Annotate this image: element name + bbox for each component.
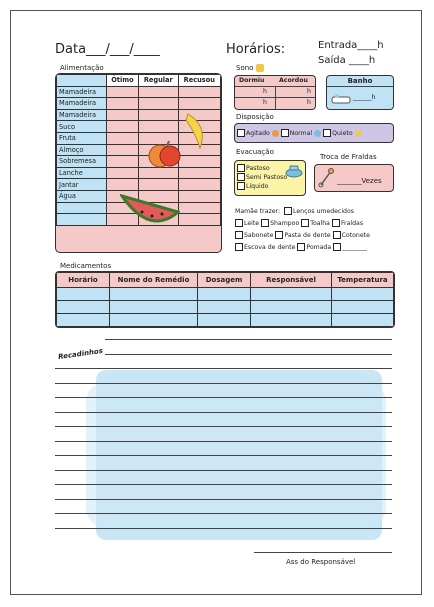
bathtub-icon xyxy=(331,90,351,109)
liquido-option[interactable]: Líquido xyxy=(237,182,287,191)
quieto-checkbox[interactable] xyxy=(323,129,331,137)
banho-title: Banho xyxy=(347,77,373,85)
note-line[interactable] xyxy=(55,470,392,471)
med-row[interactable] xyxy=(57,314,394,327)
note-line[interactable] xyxy=(55,426,392,427)
alimentacao-cell[interactable] xyxy=(107,98,139,110)
sono-box xyxy=(234,75,316,110)
alimentacao-row-label: Almoço xyxy=(57,144,107,156)
note-line[interactable] xyxy=(55,397,392,398)
note-line[interactable] xyxy=(105,339,392,340)
alimentacao-cell[interactable] xyxy=(178,214,220,226)
sono-h1[interactable]: h xyxy=(263,88,267,95)
alimentacao-cell[interactable] xyxy=(139,179,179,191)
alimentacao-cell[interactable] xyxy=(107,86,139,98)
alimentacao-row-label: Fruta xyxy=(57,132,107,144)
note-line[interactable] xyxy=(55,383,392,384)
alimentacao-row-label: Suco xyxy=(57,121,107,133)
alimentacao-row-label: Mamadeira xyxy=(57,109,107,121)
evacuacao-title: Evacuação xyxy=(236,148,274,156)
saida-field[interactable]: Saída ____h xyxy=(318,55,376,66)
fraldas-field[interactable]: _______Vezes xyxy=(337,177,382,185)
clock-icon xyxy=(256,64,264,72)
pastoso-option[interactable]: Pastoso xyxy=(237,164,287,173)
item-escova[interactable]: Escova de dente xyxy=(235,244,295,251)
normal-face-icon xyxy=(314,130,321,137)
alimentacao-cell[interactable] xyxy=(107,144,139,156)
note-line[interactable] xyxy=(55,528,392,529)
sono-title: Sono xyxy=(236,64,264,72)
note-line[interactable] xyxy=(55,368,392,369)
note-line[interactable] xyxy=(55,513,392,514)
sono-h4[interactable]: h xyxy=(307,99,311,106)
alimentacao-row[interactable] xyxy=(57,167,221,179)
alimentacao-cell[interactable] xyxy=(178,167,220,179)
alimentacao-row[interactable] xyxy=(57,179,221,191)
col-dosagem: Dosagem xyxy=(198,273,251,288)
semi-pastoso-option[interactable]: Semi Pastoso xyxy=(237,173,287,182)
alimentacao-row[interactable] xyxy=(57,156,221,168)
alimentacao-cell[interactable] xyxy=(107,109,139,121)
safety-pin-icon xyxy=(318,168,334,192)
apple-orange-icon xyxy=(148,140,182,174)
quieto-option[interactable]: Quieto xyxy=(323,130,353,137)
note-line[interactable] xyxy=(55,455,392,456)
watermelon-icon xyxy=(120,190,180,234)
alimentacao-row-label: Jantar xyxy=(57,179,107,191)
col-nome-remedio: Nome do Remédio xyxy=(110,273,198,288)
col-regular: Regular xyxy=(139,75,179,87)
alimentacao-row[interactable] xyxy=(57,98,221,110)
alimentacao-cell[interactable] xyxy=(107,156,139,168)
note-line[interactable] xyxy=(105,354,392,355)
col-responsavel: Responsável xyxy=(251,273,332,288)
semi-pastoso-checkbox[interactable] xyxy=(237,173,245,181)
recadinhos-title: Recadinhos xyxy=(57,346,104,362)
sono-h2[interactable]: h xyxy=(307,88,311,95)
banana-icon xyxy=(180,112,210,156)
alimentacao-row-label: Mamadeira xyxy=(57,86,107,98)
dormiu-label: Dormiu xyxy=(239,77,265,84)
note-line[interactable] xyxy=(55,499,392,500)
signature-line[interactable] xyxy=(254,552,392,553)
disposicao-title: Disposição xyxy=(236,113,274,121)
agitado-checkbox[interactable] xyxy=(237,129,245,137)
quieto-face-icon xyxy=(355,130,362,137)
potty-icon xyxy=(285,163,303,182)
alimentacao-cell[interactable] xyxy=(139,109,179,121)
alimentacao-row-label: Água xyxy=(57,190,107,202)
liquido-checkbox[interactable] xyxy=(237,182,245,190)
item-pomada[interactable]: Pomada xyxy=(297,244,331,251)
signature-label: Ass do Responsável xyxy=(286,558,356,566)
note-line[interactable] xyxy=(55,441,392,442)
alimentacao-cell[interactable] xyxy=(139,86,179,98)
banho-field[interactable]: ______h xyxy=(353,94,376,101)
item-toalha[interactable]: Toalha xyxy=(301,220,330,227)
col-horario: Horário xyxy=(57,273,110,288)
alimentacao-row-label: Sobremesa xyxy=(57,156,107,168)
normal-option[interactable]: Normal xyxy=(281,130,312,137)
pastoso-checkbox[interactable] xyxy=(237,164,245,172)
item-blank[interactable]: ________ xyxy=(333,244,367,251)
alimentacao-cell[interactable] xyxy=(178,179,220,191)
mamae-trazer-section xyxy=(235,206,395,254)
alimentacao-cell[interactable] xyxy=(107,167,139,179)
alimentacao-cell[interactable] xyxy=(107,132,139,144)
alimentacao-cell[interactable] xyxy=(139,121,179,133)
disposicao-box xyxy=(234,123,394,143)
col-recusou: Recusou xyxy=(178,75,220,87)
note-line[interactable] xyxy=(55,412,392,413)
col-temperatura: Temperatura xyxy=(332,273,394,288)
alimentacao-cell[interactable] xyxy=(178,156,220,168)
med-row[interactable] xyxy=(57,288,394,301)
alimentacao-cell[interactable] xyxy=(107,179,139,191)
item-leite[interactable]: Leite xyxy=(235,220,259,227)
item-lencos[interactable]: Lenços umedecidos xyxy=(284,208,354,215)
sono-h3[interactable]: h xyxy=(263,99,267,106)
banho-box xyxy=(326,75,394,110)
note-line[interactable] xyxy=(55,484,392,485)
item-shampoo[interactable]: Shampoo xyxy=(261,220,299,227)
item-sabonete[interactable]: Sabonete xyxy=(235,232,273,239)
normal-checkbox[interactable] xyxy=(281,129,289,137)
agitado-option[interactable]: Agitado xyxy=(237,130,270,137)
evacuacao-box xyxy=(234,160,306,196)
horarios-label: Horários: xyxy=(226,42,286,57)
fraldas-box xyxy=(314,164,394,192)
alimentacao-cell[interactable] xyxy=(178,190,220,202)
med-row[interactable] xyxy=(57,301,394,314)
date-field[interactable]: Data___/___/____ xyxy=(55,42,160,57)
alimentacao-row-label: Lanche xyxy=(57,167,107,179)
medicamentos-box xyxy=(55,271,395,328)
entrada-field[interactable]: Entrada____h xyxy=(318,40,384,51)
fraldas-title: Troca de Fraldas xyxy=(320,153,377,161)
alimentacao-row-label xyxy=(57,202,107,214)
item-cotonete[interactable]: Cotonete xyxy=(333,232,370,239)
alimentacao-cell[interactable] xyxy=(178,98,220,110)
medicamentos-table xyxy=(56,272,394,327)
medicamentos-title: Medicamentos xyxy=(60,262,112,270)
alimentacao-cell[interactable] xyxy=(139,98,179,110)
alimentacao-row-label xyxy=(57,214,107,226)
alimentacao-cell[interactable] xyxy=(178,86,220,98)
alimentacao-cell[interactable] xyxy=(178,202,220,214)
col-otimo: Ótimo xyxy=(107,75,139,87)
alimentacao-cell[interactable] xyxy=(107,121,139,133)
alimentacao-title: Alimentação xyxy=(60,64,104,72)
item-fraldas[interactable]: Fraldas xyxy=(332,220,363,227)
agitado-face-icon xyxy=(272,130,279,137)
alimentacao-row[interactable] xyxy=(57,86,221,98)
mamae-trazer-title: Mamãe trazer: xyxy=(235,208,281,215)
acordou-label: Acordou xyxy=(279,77,308,84)
alimentacao-row-label: Mamadeira xyxy=(57,98,107,110)
item-pasta[interactable]: Pasta de dente xyxy=(275,232,330,239)
